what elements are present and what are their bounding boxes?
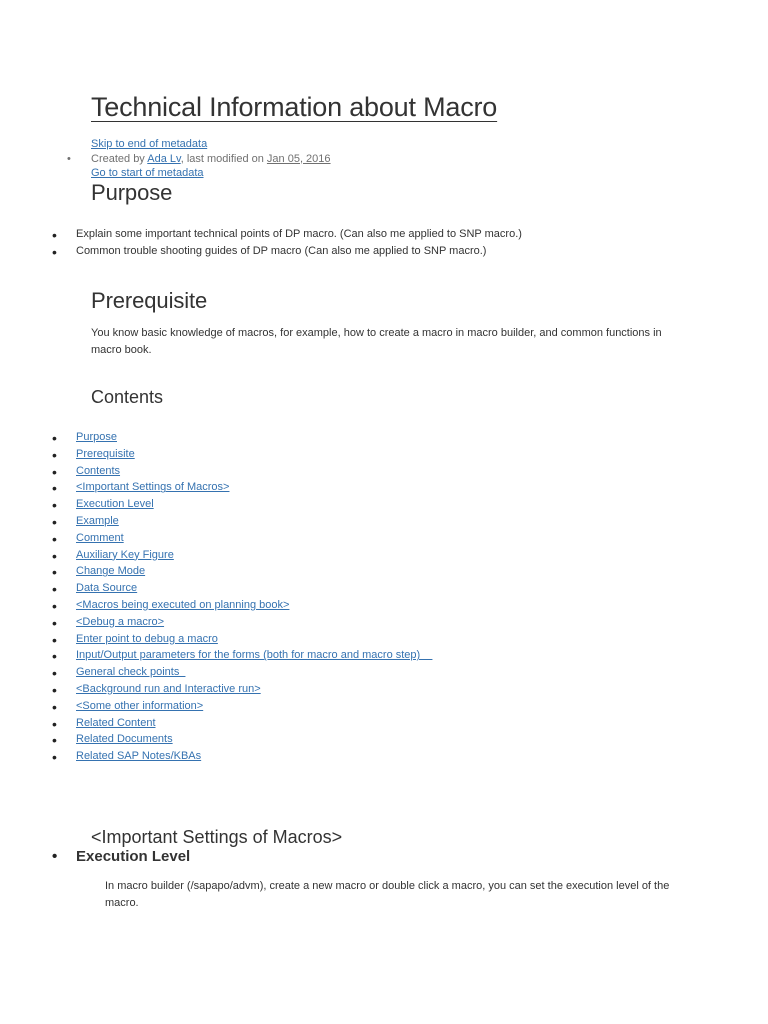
last-modified-label: , last modified on (180, 152, 267, 165)
skip-to-end-of-metadata-link[interactable]: Skip to end of metadata (91, 138, 208, 150)
toc-link-contents[interactable]: Contents (76, 464, 121, 477)
toc-link-purpose[interactable]: Purpose (76, 431, 117, 443)
important-settings-heading: <Important Settings of Macros> (91, 827, 343, 847)
toc-item (0, 514, 432, 531)
go-to-start-of-metadata-link[interactable]: Go to start of metadata (91, 167, 204, 179)
purpose-list (0, 227, 522, 261)
toc-item (0, 749, 432, 766)
toc-item (0, 564, 432, 581)
toc-link-change-mode[interactable]: Change Mode (76, 565, 146, 578)
bullet-icon: • (67, 152, 71, 165)
toc-item (0, 464, 432, 481)
toc-link-general-check-points[interactable]: General check points (76, 666, 186, 679)
execution-level-text-line: In macro builder (/sapapo/advm), create a new macro or double click a macro, you can set the execution level of the (105, 880, 670, 892)
toc-link-example[interactable]: Example (76, 514, 119, 527)
toc-item (0, 548, 432, 565)
toc-item (0, 497, 432, 514)
toc-item (0, 699, 432, 716)
toc-link-debug-macro[interactable]: <Debug a macro> (76, 615, 165, 628)
last-modified-date-link[interactable]: Jan 05, 2016 (266, 152, 331, 165)
toc-link-related-sap-notes[interactable]: Related SAP Notes/KBAs (76, 750, 202, 763)
prerequisite-text-line: You know basic knowledge of macros, for example, how to create a macro in macro builder, and common functions in (91, 327, 662, 339)
toc-link-execution-level[interactable]: Execution Level (76, 498, 154, 511)
toc-link-input-output-parameters[interactable]: Input/Output parameters for the forms (both for macro and macro step) (76, 649, 433, 662)
toc-link-enter-point-debug[interactable]: Enter point to debug a macro (76, 632, 218, 645)
toc-item (0, 632, 432, 649)
toc-item (0, 598, 432, 615)
execution-level-section (0, 848, 190, 865)
prerequisite-text-line: macro book. (91, 344, 152, 356)
toc-link-data-source[interactable]: Data Source (76, 582, 138, 595)
toc-item (0, 480, 432, 497)
toc-link-related-content[interactable]: Related Content (76, 716, 156, 729)
toc-item (0, 430, 432, 447)
toc-item (0, 581, 432, 598)
page-metadata (67, 137, 331, 181)
contents-toc (0, 430, 432, 766)
toc-item (0, 682, 432, 699)
page-title: Technical Information about Macro (91, 92, 498, 122)
toc-link-auxiliary-key-figure[interactable]: Auxiliary Key Figure (76, 548, 174, 561)
contents-heading: Contents (91, 387, 164, 407)
list-item: • Common trouble shooting guides of DP macro (Can also me applied to SNP macro.) (0, 244, 522, 261)
created-by-label: Created by (91, 152, 148, 165)
execution-level-text-line: macro. (105, 897, 139, 909)
toc-item (0, 665, 432, 682)
toc-item (0, 447, 432, 464)
toc-link-other-information[interactable]: <Some other information> (76, 699, 204, 712)
execution-level-text (105, 878, 669, 912)
toc-item (0, 531, 432, 548)
prerequisite-heading: Prerequisite (91, 288, 208, 313)
toc-link-macros-planning-book[interactable]: <Macros being executed on planning book> (76, 598, 290, 611)
toc-item (0, 648, 432, 665)
purpose-heading: Purpose (91, 180, 173, 205)
prerequisite-text (91, 325, 662, 359)
toc-link-related-documents[interactable]: Related Documents (76, 733, 173, 746)
list-item: • Explain some important technical points of DP macro. (Can also me applied to SNP macro.) (0, 227, 522, 244)
toc-item (0, 732, 432, 749)
toc-item (0, 615, 432, 632)
toc-item (0, 716, 432, 733)
execution-level-heading: • Execution Level (0, 848, 190, 865)
toc-link-prerequisite[interactable]: Prerequisite (76, 447, 135, 460)
toc-link-background-interactive-run[interactable]: <Background run and Interactive run> (76, 682, 261, 695)
author-link[interactable]: Ada Lv (147, 152, 181, 165)
page-metadata-line (67, 152, 331, 167)
toc-link-important-settings[interactable]: <Important Settings of Macros> (76, 481, 230, 494)
toc-link-comment[interactable]: Comment (76, 531, 124, 544)
